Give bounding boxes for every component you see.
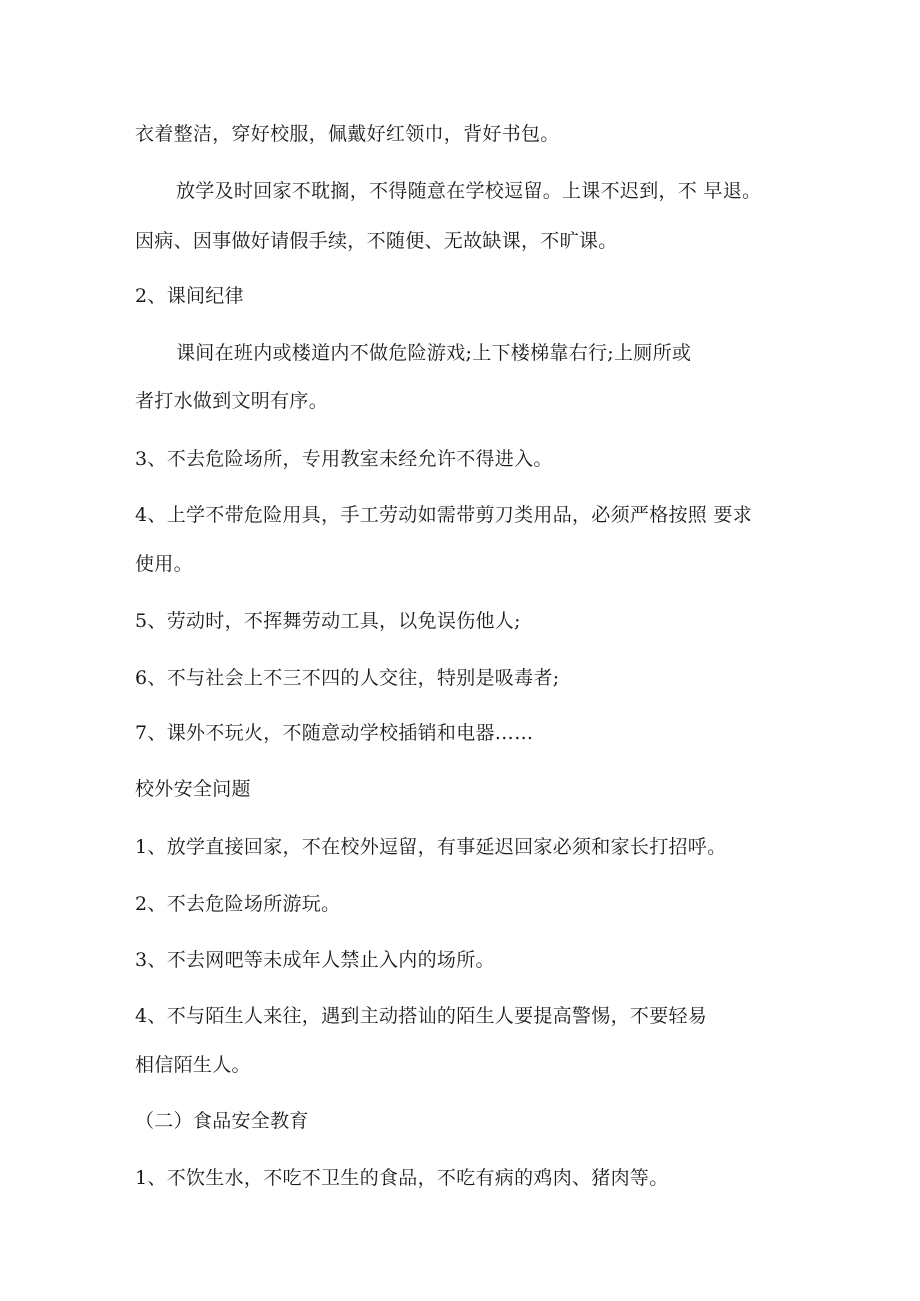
paragraph-line: 因病、因事做好请假手续，不随便、无故缺课，不旷课。 xyxy=(135,230,618,252)
list-item: 5、劳动时，不挥舞劳动工具，以免误伤他人; xyxy=(135,610,521,632)
list-item: 4、不与陌生人来往，遇到主动搭讪的陌生人要提高警惕，不要轻易 xyxy=(135,1005,708,1027)
list-item: 3、不去危险场所，专用教室未经允许不得进入。 xyxy=(135,448,553,470)
section-heading: 2、课间纪律 xyxy=(135,285,244,307)
list-item: 6、不与社会上不三不四的人交往，特别是吸毒者; xyxy=(135,667,560,689)
paragraph-line: 相信陌生人。 xyxy=(135,1054,251,1076)
paragraph-line: 课间在班内或楼道内不做危险游戏;上下楼梯靠右行;上厕所或 xyxy=(176,342,692,364)
list-item: 7、课外不玩火，不随意动学校插销和电器…… xyxy=(135,722,534,744)
paragraph-line: 使用。 xyxy=(135,553,193,575)
list-item: 2、不去危险场所游玩。 xyxy=(135,893,341,915)
list-item: 1、放学直接回家，不在校外逗留，有事延迟回家必须和家长打招呼。 xyxy=(135,836,727,858)
section-heading: 校外安全问题 xyxy=(135,778,251,800)
section-heading: （二）食品安全教育 xyxy=(135,1110,309,1132)
paragraph-line: 放学及时回家不耽搁，不得随意在学校逗留。上课不迟到，不 早退。 xyxy=(176,180,762,202)
list-item: 4、上学不带危险用具，手工劳动如需带剪刀类用品，必须严格按照 要求 xyxy=(135,504,753,526)
list-item: 1、不饮生水，不吃不卫生的食品，不吃有病的鸡肉、猪肉等。 xyxy=(135,1167,669,1189)
paragraph-line: 者打水做到文明有序。 xyxy=(135,390,329,412)
list-item: 3、不去网吧等未成年人禁止入内的场所。 xyxy=(135,949,495,971)
paragraph-line: 衣着整洁，穿好校服，佩戴好红领巾，背好书包。 xyxy=(135,123,560,145)
